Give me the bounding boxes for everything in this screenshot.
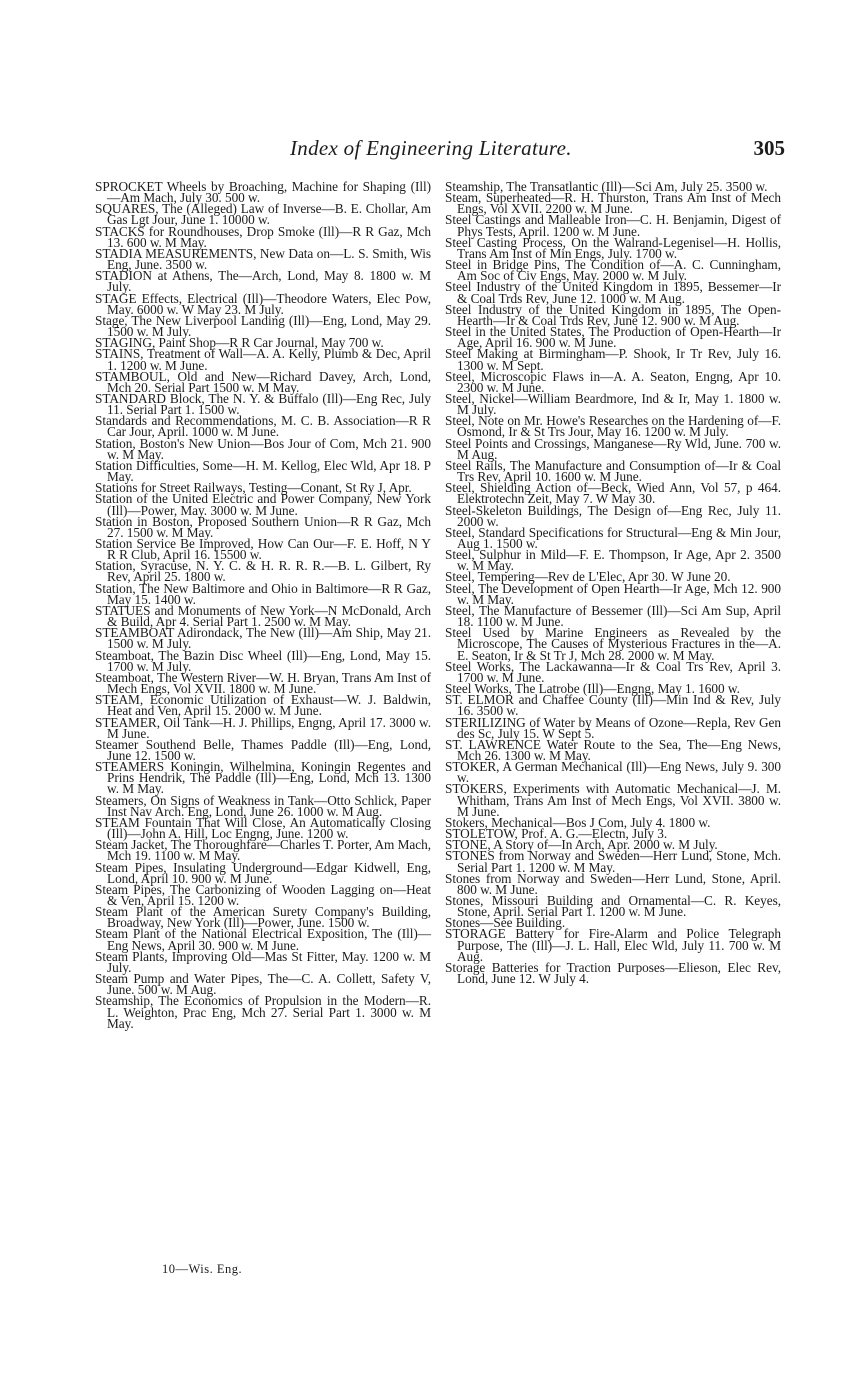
index-entry: STOKERS, Experiments with Automatic Mechanical—J. M. Whitham, Trans Am Inst of Mech Engs, Vol XVII. 3800 w. M June. <box>445 781 781 819</box>
index-entry: Steam, Superheated—R. H. Thurston, Trans Am Inst of Mech Engs, Vol XVII. 2200 w. M June. <box>445 190 781 217</box>
index-entry: Steamboat, The Western River—W. H. Bryan, Trans Am Inst of Mech Engs, Vol XVII. 1800 w. M June. <box>95 669 431 697</box>
index-entry: STEAMERS Koningin, Wilhelmina, Koningin Regentes and Prins Hendrik, The Paddle (Ill)—Eng, Lond, Mch 13. 1300 w. M May. <box>95 759 431 797</box>
index-entry: Stones, Missouri Building and Ornamental—C. R. Keyes, Stone, April. Serial Part 1. 1200 w. M June. <box>445 893 781 920</box>
index-entry: Steel Works, The Lackawanna—Ir & Coal Trs Rev, April 3. 1700 w. M June. <box>445 658 781 685</box>
index-entry: Steamers, On Signs of Weakness in Tank—Otto Schlick, Paper Inst Nav Arch. Eng, Lond, June 26. 1000 w. M Aug. <box>95 792 431 819</box>
index-entry: Steel Points and Crossings, Manganese—Ry Wld, June. 700 w. M Aug. <box>445 435 781 462</box>
index-entry: STEAM Fountain That Will Close, An Automatically Closing (Ill)—John A. Hill, Loc Engng, June. 1200 w. <box>95 814 431 842</box>
index-entry: ST. ELMOR and Chaffee County (Ill)—Min Ind & Rev, July 16. 3500 w. <box>445 692 781 719</box>
index-entry: SQUARES, The (Alleged) Law of Inverse—B. E. Chollar, Am Gas Lgt Jour, June 1. 10000 w. <box>95 201 431 228</box>
index-entry: STAGING, Paint Shop—R R Car Journal, May 700 w. <box>95 335 384 351</box>
page-header <box>290 136 785 166</box>
index-entry: Steel Industry of the United Kingdom in 1895, Bessemer—Ir & Coal Trds Rev, June 12. 1000 w. M Aug. <box>445 279 781 306</box>
index-entry: STONE, A Story of—In Arch, Apr. 2000 w. M July. <box>445 837 718 853</box>
index-entry: Steel in the United States, The Production of Open-Hearth—Ir Age, April 16. 900 w. M June. <box>445 324 781 351</box>
index-entry: Station in Boston, Proposed Southern Union—R R Gaz, Mch 27. 1500 w. M May. <box>95 513 431 540</box>
index-entry: Station, Boston's New Union—Bos Jour of Com, Mch 21. 900 w. M May. <box>95 435 431 462</box>
index-entry: Steel Casting Process, On the Walrand-Legenisel—H. Hollis, Trans Am Inst of Min Engs, July. 1700 w. <box>445 234 781 261</box>
index-entry: STAGE Effects, Electrical (Ill)—Theodore Waters, Elec Pow, May. 6000 w. W May 23. M July. <box>95 290 431 317</box>
index-entry: Stage, The New Liverpool Landing (Ill)—Eng, Lond, May 29. 1500 w. M July. <box>95 312 431 340</box>
index-entry: Steam Plant of the National Electrical Exposition, The (Ill)—Eng News, April 30. 900 w. M June. <box>95 926 431 953</box>
index-entry: Stokers, Mechanical—Bos J Com, July 4. 1800 w. <box>445 814 711 830</box>
index-entry: Steel Making at Birmingham—P. Shook, Ir Tr Rev, July 16. 1300 w. M Sept. <box>445 346 781 373</box>
index-entry: Steam Jacket, The Thoroughfare—Charles T. Porter, Am Mach, Mch 19. 1100 w. M May. <box>95 837 431 864</box>
index-entry: Steam Plants, Improving Old—Mas St Fitter, May. 1200 w. M July. <box>95 948 431 975</box>
index-entry: STAINS, Treatment of Wall—A. A. Kelly, Plumb & Dec, April 1. 1200 w. M June. <box>95 346 431 373</box>
index-entry: Steamboat, The Bazin Disc Wheel (Ill)—Eng, Lond, May 15. 1700 w. M July. <box>95 647 431 674</box>
index-entry: Steam Pipes, The Carbonizing of Wooden Lagging on—Heat & Ven, April 15. 1200 w. <box>95 881 431 908</box>
index-entry: Steam Pump and Water Pipes, The—C. A. Collett, Safety V, June. 500 w. M Aug. <box>95 971 431 998</box>
index-entry: Steel, Microscopic Flaws in—A. A. Seaton, Engng, Apr 10. 2300 w. M June. <box>445 368 781 395</box>
index-entry: Standards and Recommendations, M. C. B. Association—R R Car Jour, April. 1000 w. M June. <box>95 413 431 440</box>
index-entry: STEAMER, Oil Tank—H. J. Phillips, Engng, April 17. 3000 w. M June. <box>95 714 431 741</box>
index-entry: STOKER, A German Mechanical (Ill)—Eng News, July 9. 300 w. <box>445 759 781 786</box>
index-entry: Steel Industry of the United Kingdom in 1895, The Open-Hearth—Ir & Coal Trds Rev, June 12. 900 w. M Aug. <box>445 301 781 328</box>
index-entry: Steel Used by Marine Engineers as Revealed by the Microscope, The Causes of Mysterious Fractures in the—A. E. Seaton, Ir & St Tr J, Mch 28. 2000 w. M May. <box>445 625 781 663</box>
index-entry: Steel, Nickel—William Beardmore, Ind & Ir, May 1. 1800 w. M July. <box>445 390 781 418</box>
index-entry: Steamship, The Transatlantic (Ill)—Sci Am, July 25. 3500 w. <box>445 179 768 194</box>
page-number: 305 <box>753 136 785 160</box>
index-entry: Steel, Sulphur in Mild—F. E. Thompson, Ir Age, Apr 2. 3500 w. M May. <box>445 547 781 574</box>
index-entry: STACKS for Roundhouses, Drop Smoke (Ill)—R R Gaz, Mch 13. 600 w. M May. <box>95 223 431 250</box>
index-entry: Station, The New Baltimore and Ohio in Baltimore—R R Gaz, May 15. 1400 w. <box>95 580 431 607</box>
index-entry: Stones from Norway and Sweden—Herr Lund, Stone, April. 800 w. M June. <box>445 870 781 897</box>
index-entry: Steel, Note on Mr. Howe's Researches on the Hardening of—F. Osmond, Ir & St Trs Jour, May 16. 1200 w. M July. <box>445 413 781 440</box>
index-entry: STAMBOUL, Old and New—Richard Davey, Arch, Lond, Mch 20. Serial Part 1500 w. M May. <box>95 368 431 395</box>
signature-mark: 10—Wis. Eng. <box>162 1262 243 1276</box>
index-entry: STEAM, Economic Utilization of Exhaust—W. J. Baldwin, Heat and Ven, April 15. 2000 w. M June. <box>95 692 431 719</box>
index-entry: Steamship, The Economics of Propulsion in the Modern—R. L. Weighton, Prac Eng, Mch 27. Serial Part 1. 3000 w. M May. <box>95 993 431 1031</box>
index-entry: Stations for Street Railways, Testing—Conant, St Ry J, Apr. <box>95 480 412 496</box>
index-entry: SPROCKET Wheels by Broaching, Machine for Shaping (Ill)—Am Mach, July 30. 500 w. <box>95 179 431 206</box>
index-entry: Steam Plant of the American Surety Company's Building, Broadway, New York (Ill)—Power, June. 1500 w. <box>95 904 431 931</box>
index-entry: Stones—See Building. <box>445 915 566 931</box>
running-title: Index of Engineering Literature. <box>290 136 572 160</box>
index-entry: Steel, Shielding Action of—Beck, Wied Ann, Vol 57, p 464. Elektrotechn Zeit, May 7. W May 30. <box>445 480 781 507</box>
index-entry: Steel Castings and Malleable Iron—C. H. Benjamin, Digest of Phys Tests, April. 1200 w. M June. <box>445 212 781 239</box>
index-entry: ST. LAWRENCE Water Route to the Sea, The—Eng News, Mch 26. 1300 w. M May. <box>445 736 781 763</box>
index-entry: STANDARD Block, The N. Y. & Buffalo (Ill)—Eng Rec, July 11. Serial Part 1. 1500 w. <box>95 390 431 418</box>
index-entry: Station, Syracuse, N. Y. C. & H. R. R. R.—B. L. Gilbert, Ry Rev, April 25. 1800 w. <box>95 558 431 585</box>
index-entry: Steel Rails, The Manufacture and Consumption of—Ir & Coal Trs Rev, April 10. 1600 w. M June. <box>445 457 781 485</box>
index-entry: STERILIZING of Water by Means of Ozone—Repla, Rev Gen des Sc, July 15. W Sept 5. <box>445 714 781 741</box>
index-entry: Steel, The Development of Open Hearth—Ir Age, Mch 12. 900 w. M May. <box>445 580 781 607</box>
index-entry: STOLETOW, Prof. A. G.—Electn, July 3. <box>445 826 668 842</box>
index-entry: Station Difficulties, Some—H. M. Kellog, Elec Wld, Apr 18. P May. <box>95 457 431 485</box>
index-entry: STATUES and Monuments of New York—N McDonald, Arch & Build, Apr 4. Serial Part 1. 2500 w. M May. <box>95 602 431 630</box>
index-entry: Steel in Bridge Pins, The Condition of—A. C. Cunningham, Am Soc of Civ Engs, May. 2000 w. M July. <box>445 257 781 284</box>
index-entry: Steel, Standard Specifications for Structural—Eng & Min Jour, Aug 1. 1500 w. <box>445 524 781 551</box>
index-entry: Steamer Southend Belle, Thames Paddle (Ill)—Eng, Lond, June 12. 1500 w. <box>95 736 431 763</box>
index-entry: Steel Works, The Latrobe (Ill)—Engng, May 1. 1600 w. <box>445 681 740 697</box>
index-entry: Station Service Be Improved, How Can Our—F. E. Hoff, N Y R R Club, April 16. 15500 w. <box>95 536 431 563</box>
index-entry: STADION at Athens, The—Arch, Lond, May 8. 1800 w. M July. <box>95 268 431 295</box>
right-column <box>445 179 781 987</box>
index-entry: STONES from Norway and Sweden—Herr Lund, Stone, Mch. Serial Part 1. 1200 w. M May. <box>445 848 781 875</box>
index-entry: Steel, Tempering—Rev de L'Elec, Apr 30. W June 20. <box>445 569 731 585</box>
left-column <box>95 181 431 1029</box>
index-entry: STADIA MEASUREMENTS, New Data on—L. S. Smith, Wis Eng, June. 3500 w. <box>95 245 431 273</box>
index-entry: Steel, The Manufacture of Bessemer (Ill)—Sci Am Sup, April 18. 1100 w. M June. <box>445 602 781 630</box>
index-entry: Station of the United Electric and Power Company, New York (Ill)—Power, May. 3000 w. M June. <box>95 491 431 518</box>
index-entry: STEAMBOAT Adirondack, The New (Ill)—Am Ship, May 21. 1500 w. M July. <box>95 625 431 652</box>
index-entry: Steam Pipes, Insulating Underground—Edgar Kidwell, Eng, Lond, April 10. 900 w. M June. <box>95 859 431 886</box>
index-entry: Storage Batteries for Traction Purposes—Elieson, Elec Rev, Lond, June 12. W July 4. <box>445 959 781 987</box>
index-entry: Steel-Skeleton Buildings, The Design of—Eng Rec, July 11. 2000 w. <box>445 502 781 529</box>
index-entry: STORAGE Battery for Fire-Alarm and Police Telegraph Purpose, The (Ill)—J. L. Hall, Elec Wld, July 11. 700 w. M Aug. <box>445 926 781 964</box>
